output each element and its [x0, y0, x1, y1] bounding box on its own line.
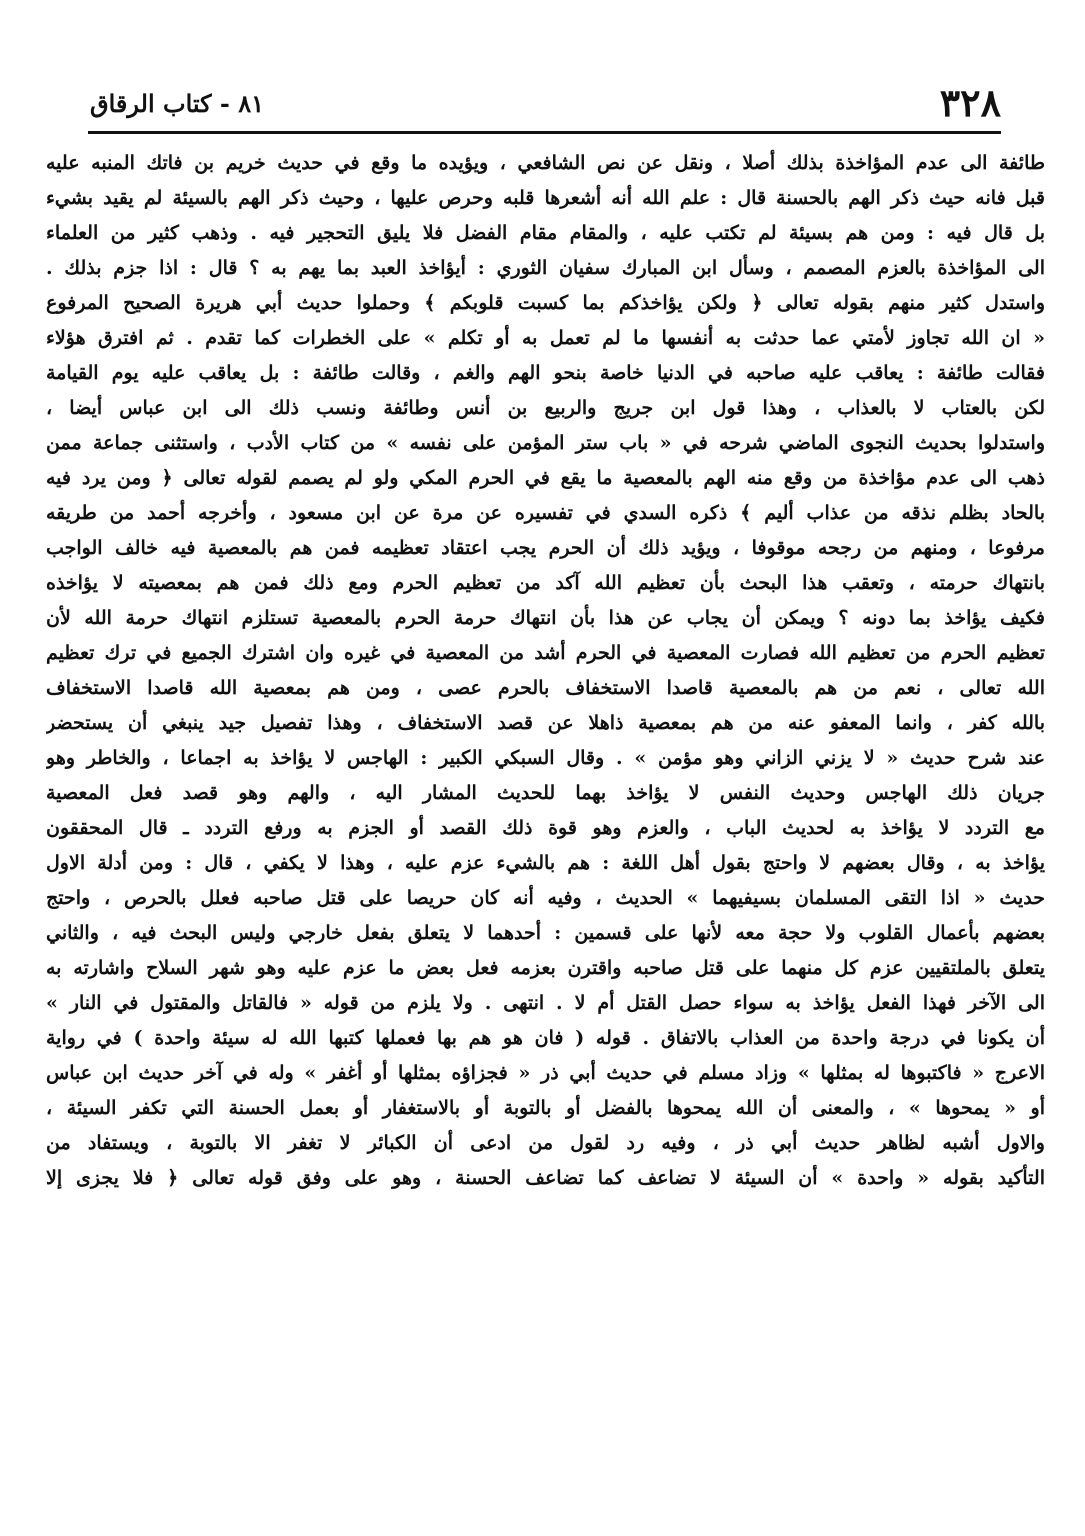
text-line: لكن بالعتاب لا بالعذاب ، وهذا قول ابن جريج والربيع بن أنس وطائفة ونسب ذلك الى ابن عباس أيضا ، [46, 397, 1045, 419]
text-line: يؤاخذ به ، وقال بعضهم لا واحتج بقول أهل اللغة : هم بالشيء عزم عليه ، وهذا لا يكفي ، قال : ومن أدلة الاول [46, 852, 1045, 874]
text-line: فكيف يؤاخذ بما دونه ؟ ويمكن أن يجاب عن هذا بأن انتهاك حرمة الحرم بالمعصية تستلزم انتهاك حرمة الله لأن [46, 607, 1045, 629]
text-line: الى الآخر فهذا الفعل يؤاخذ به سواء حصل القتل أم لا . انتهى . ولا يلزم من قوله « فالقاتل والمقتول في النار » [46, 992, 1045, 1014]
text-line: بل قال فيه : ومن هم بسيئة لم تكتب عليه ، والمقام مقام الفضل فلا يليق التحجير فيه . وذهب كثير من العلماء [46, 222, 1045, 244]
text-line: الاعرج « فاكتبوها له بمثلها » وزاد مسلم في حديث أبي ذر « فجزاؤه بمثلها أو أغفر » وله في آخر حديث ابن عباس [46, 1062, 1045, 1084]
text-line: حديث « اذا التقى المسلمان بسيفيهما » الحديث ، وفيه أنه كان حريصا على قتل صاحبه فعلل بالحرص ، واحتج [46, 887, 1045, 909]
body-text [46, 146, 1045, 1196]
text-line: التأكيد بقوله « واحدة » أن السيئة لا تضاعف كما تضاعف الحسنة ، وهو على وفق قوله تعالى ﴿ فلا يجزى إلا [46, 1167, 1045, 1189]
text-line: والاول أشبه لظاهر حديث أبي ذر ، وفيه رد لقول من ادعى أن الكبائر لا تغفر الا بالتوبة ، ويستفاد من [46, 1132, 1045, 1154]
header-rule [88, 131, 1001, 134]
text-line: عند شرح حديث « لا يزني الزاني وهو مؤمن » . وقال السبكي الكبير : الهاجس لا يؤاخذ به اجماعا ، والخاطر وهو [46, 747, 1045, 769]
text-line: « ان الله تجاوز لأمتي عما حدثت به أنفسها ما لم تعمل به أو تكلم » على الخطرات كما تقدم . ثم افترق هؤلاء [46, 327, 1045, 349]
text-line: الى المؤاخذة بالعزم المصمم ، وسأل ابن المبارك سفيان الثوري : أيؤاخذ العبد بما يهم به ؟ قال : اذا جزم بذلك . [46, 257, 1045, 279]
text-line: تعظيم الحرم من تعظيم الله فصارت المعصية في الحرم أشد من المعصية في غيره وان اشترك الجميع في ترك تعظيم [46, 642, 1045, 664]
text-line: بالله كفر ، وانما المعفو عنه من هم بمعصية ذاهلا عن قصد الاستخفاف ، وهذا تفصيل جيد ينبغي أن يستحضر [46, 712, 1045, 734]
text-line: بعضهم بأعمال القلوب ولا حجة معه لأنها على قسمين : أحدهما لا يتعلق بفعل خارجي وليس البحث فيه ، والثاني [46, 922, 1045, 944]
text-line: أن يكونا في درجة واحدة من العذاب بالاتفاق . قوله ( فان هو هم بها فعملها كتبها الله له سيئة واحدة ) في رواية [46, 1027, 1045, 1049]
text-line: أو « يمحوها » ، والمعنى أن الله يمحوها بالفضل أو بالتوبة أو بالاستغفار أو بعمل الحسنة التي تكفر السيئة ، [46, 1097, 1045, 1119]
page-header [90, 78, 1001, 130]
text-line: يتعلق بالملتقيين عزم كل منهما على قتل صاحبه واقترن بعزمه فعل بعض ما عزم عليه وهو شهر السلاح واشارته به [46, 957, 1045, 979]
text-line: واستدل كثير منهم بقوله تعالى ﴿ ولكن يؤاخذكم بما كسبت قلوبكم ﴾ وحملوا حديث أبي هريرة الصحيح المرفوع [46, 292, 1045, 314]
text-line: واستدلوا بحديث النجوى الماضي شرحه في « باب ستر المؤمن على نفسه » من كتاب الأدب ، واستثنى جماعة ممن [46, 432, 1045, 454]
running-title: ٨١ - كتاب الرقاق [90, 89, 265, 118]
text-line: قبل فانه حيث ذكر الهم بالحسنة قال : علم الله أنه أشعرها قلبه وحرص عليها ، وحيث ذكر الهم بالسيئة لم يقيد بشيء [46, 187, 1045, 209]
text-line: الله تعالى ، نعم من هم بالمعصية قاصدا الاستخفاف بالحرم عصى ، ومن هم بمعصية الله قاصدا الاستخفاف [46, 677, 1045, 699]
text-line: مرفوعا ، ومنهم من رجحه موقوفا ، ويؤيد ذلك أن الحرم يجب اعتقاد تعظيمه فمن هم بالمعصية فيه خالف الواجب [46, 537, 1045, 559]
text-line: فقالت طائفة : يعاقب عليه صاحبه في الدنيا خاصة بنحو الهم والغم ، وقالت طائفة : بل يعاقب عليه يوم القيامة [46, 362, 1045, 384]
text-line: بانتهاك حرمته ، وتعقب هذا البحث بأن تعظيم الله آكد من تعظيم الحرم ومع ذلك فمن هم بمعصيته لا يؤاخذه [46, 572, 1045, 594]
text-line: ذهب الى عدم مؤاخذة من وقع منه الهم بالمعصية ما يقع في الحرم المكي ولو لم يصمم لقوله تعالى ﴿ ومن يرد فيه [46, 467, 1045, 489]
text-line: بالحاد بظلم نذقه من عذاب أليم ﴾ ذكره السدي في تفسيره عن مرة عن ابن مسعود ، وأخرجه أحمد من طريقه [46, 502, 1045, 524]
text-line: طائفة الى عدم المؤاخذة بذلك أصلا ، ونقل عن نص الشافعي ، ويؤيده ما وقع في حديث خريم بن فاتك المنبه عليه [46, 152, 1045, 174]
text-line: مع التردد لا يؤاخذ به لحديث الباب ، والعزم وهو قوة ذلك القصد أو الجزم به ورفع التردد ـ قال المحققون [46, 817, 1045, 839]
text-line: جريان ذلك الهاجس وحديث النفس لا يؤاخذ بهما للحديث المشار اليه ، والهم وهو قصد فعل المعصية [46, 782, 1045, 804]
page-number: ٣٢٨ [939, 80, 1001, 125]
